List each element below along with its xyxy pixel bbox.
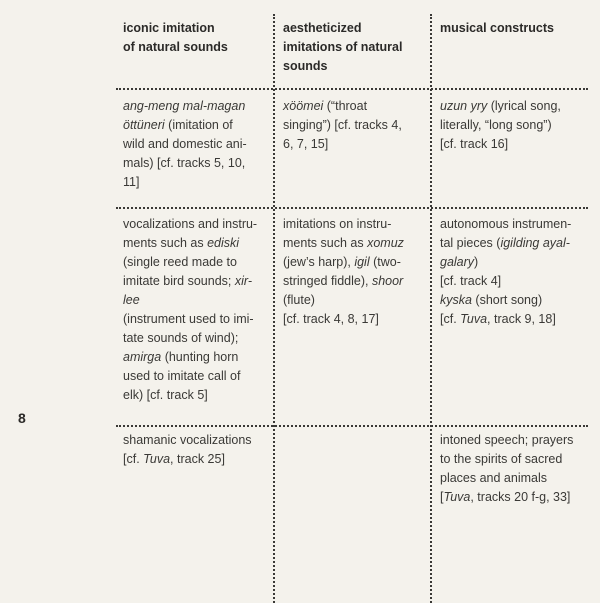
cell-text-line	[283, 272, 404, 291]
text-run: [cf. track 16]	[440, 137, 509, 151]
italic-term: lee	[123, 293, 140, 307]
text-run: to the spirits of sacred	[440, 452, 563, 466]
cell-text-line	[440, 234, 571, 253]
table-cell-r1-c2	[283, 97, 402, 154]
table-cell-r1-c3	[440, 97, 561, 154]
cell-text-line	[283, 234, 404, 253]
text-run: (flute)	[283, 293, 315, 307]
italic-term: uzun yry	[440, 99, 488, 113]
table-cell-r2-c3	[440, 215, 571, 329]
text-run: (jew’s harp),	[283, 255, 355, 269]
row-divider-3	[116, 425, 588, 427]
table-cell-r3-c3	[440, 431, 573, 507]
italic-term: xir-	[234, 274, 252, 288]
italic-term: Tuva	[460, 312, 488, 326]
column-header-1	[123, 19, 228, 57]
cell-text-line	[440, 291, 571, 310]
cell-text-line	[283, 215, 404, 234]
column-header-line: iconic imitation	[123, 21, 215, 35]
cell-text-line	[123, 173, 247, 192]
table-cell-r2-c1	[123, 215, 257, 405]
text-run: shamanic vocalizations	[123, 433, 252, 447]
column-header-line: aestheticized	[283, 21, 362, 35]
italic-term: öttüneri	[123, 118, 165, 132]
text-run: tal pieces (	[440, 236, 501, 250]
text-run: vocalizations and instru-	[123, 217, 258, 231]
text-run: wild and domestic ani-	[123, 137, 247, 151]
cell-text-line	[440, 253, 571, 272]
cell-text-line	[123, 431, 252, 450]
text-run: (“throat	[323, 99, 368, 113]
italic-term: xomuz	[367, 236, 404, 250]
cell-text-line	[123, 367, 257, 386]
text-run: tate sounds of wind);	[123, 331, 239, 345]
text-run: [cf. track 4, 8, 17]	[283, 312, 379, 326]
italic-term: Tuva	[143, 452, 171, 466]
text-run: [cf.	[123, 452, 144, 466]
text-run: [	[440, 490, 444, 504]
cell-text-line	[123, 291, 257, 310]
cell-text-line	[123, 154, 247, 173]
text-run: ments such as	[123, 236, 208, 250]
text-run: (instrument used to imi-	[123, 312, 254, 326]
italic-term: igilding ayal-	[500, 236, 570, 250]
text-run: (two-	[369, 255, 401, 269]
column-divider-2	[430, 14, 432, 603]
text-run: intoned speech; prayers	[440, 433, 574, 447]
cell-text-line	[123, 116, 247, 135]
cell-text-line	[123, 215, 257, 234]
cell-text-line	[440, 431, 573, 450]
table-cell-r2-c2	[283, 215, 404, 329]
table-cell-r3-c1	[123, 431, 252, 469]
text-run: (lyrical song,	[487, 99, 561, 113]
text-run: literally, “long song”)	[440, 118, 552, 132]
cell-text-line	[440, 272, 571, 291]
text-run: elk) [cf. track 5]	[123, 388, 208, 402]
text-run: , track 25]	[170, 452, 225, 466]
cell-text-line	[123, 234, 257, 253]
text-run: (imitation of	[164, 118, 233, 132]
cell-text-line	[440, 215, 571, 234]
text-run: [cf.	[440, 312, 461, 326]
column-header-line: musical constructs	[440, 21, 554, 35]
italic-term: Tuva	[443, 490, 471, 504]
text-run: 6, 7, 15]	[283, 137, 329, 151]
text-run: , track 9, 18]	[487, 312, 556, 326]
column-header-line: imitations of natural	[283, 40, 403, 54]
italic-term: igil	[354, 255, 370, 269]
cell-text-line	[440, 116, 561, 135]
text-run: ments such as	[283, 236, 368, 250]
italic-term: amirga	[123, 350, 162, 364]
cell-text-line	[283, 253, 404, 272]
italic-term: ediski	[207, 236, 240, 250]
text-run: )	[474, 255, 479, 269]
text-run: imitations on instru-	[283, 217, 392, 231]
text-run: autonomous instrumen-	[440, 217, 572, 231]
text-run: places and animals	[440, 471, 548, 485]
cell-text-line	[440, 310, 571, 329]
text-run: (single reed made to	[123, 255, 237, 269]
text-run: (short song)	[471, 293, 543, 307]
italic-term: kyska	[440, 293, 472, 307]
cell-text-line	[123, 135, 247, 154]
cell-text-line	[123, 310, 257, 329]
cell-text-line	[283, 97, 402, 116]
cell-text-line	[440, 135, 561, 154]
column-header-line: sounds	[283, 59, 328, 73]
table-cell-r1-c1	[123, 97, 247, 192]
row-divider-1	[116, 88, 588, 90]
text-run: , tracks 20 f-g, 33]	[470, 490, 571, 504]
cell-text-line	[283, 116, 402, 135]
text-run: [cf. track 4]	[440, 274, 502, 288]
text-run: imitate bird sounds;	[123, 274, 235, 288]
row-divider-2	[116, 207, 588, 209]
text-run: mals) [cf. tracks 5, 10,	[123, 156, 246, 170]
page-number: 8	[18, 410, 26, 426]
cell-text-line	[123, 450, 252, 469]
cell-text-line	[440, 450, 573, 469]
italic-term: shoor	[371, 274, 404, 288]
cell-text-line	[123, 97, 247, 116]
column-header-3	[440, 19, 554, 38]
italic-term: xöömei	[283, 99, 324, 113]
column-divider-1	[273, 14, 275, 603]
column-header-line: of natural sounds	[123, 40, 228, 54]
column-header-2	[283, 19, 402, 76]
cell-text-line	[123, 329, 257, 348]
text-run: singing”) [cf. tracks 4,	[283, 118, 402, 132]
text-run: (hunting horn	[161, 350, 239, 364]
cell-text-line	[440, 97, 561, 116]
text-run: 11]	[123, 175, 140, 189]
cell-text-line	[283, 291, 404, 310]
cell-text-line	[123, 348, 257, 367]
text-run: used to imitate call of	[123, 369, 241, 383]
cell-text-line	[440, 469, 573, 488]
cell-text-line	[283, 135, 402, 154]
cell-text-line	[283, 310, 404, 329]
cell-text-line	[123, 386, 257, 405]
italic-term: galary	[440, 255, 475, 269]
italic-term: ang-meng mal-magan	[123, 99, 246, 113]
text-run: stringed fiddle),	[283, 274, 372, 288]
cell-text-line	[123, 253, 257, 272]
cell-text-line	[123, 272, 257, 291]
cell-text-line	[440, 488, 573, 507]
